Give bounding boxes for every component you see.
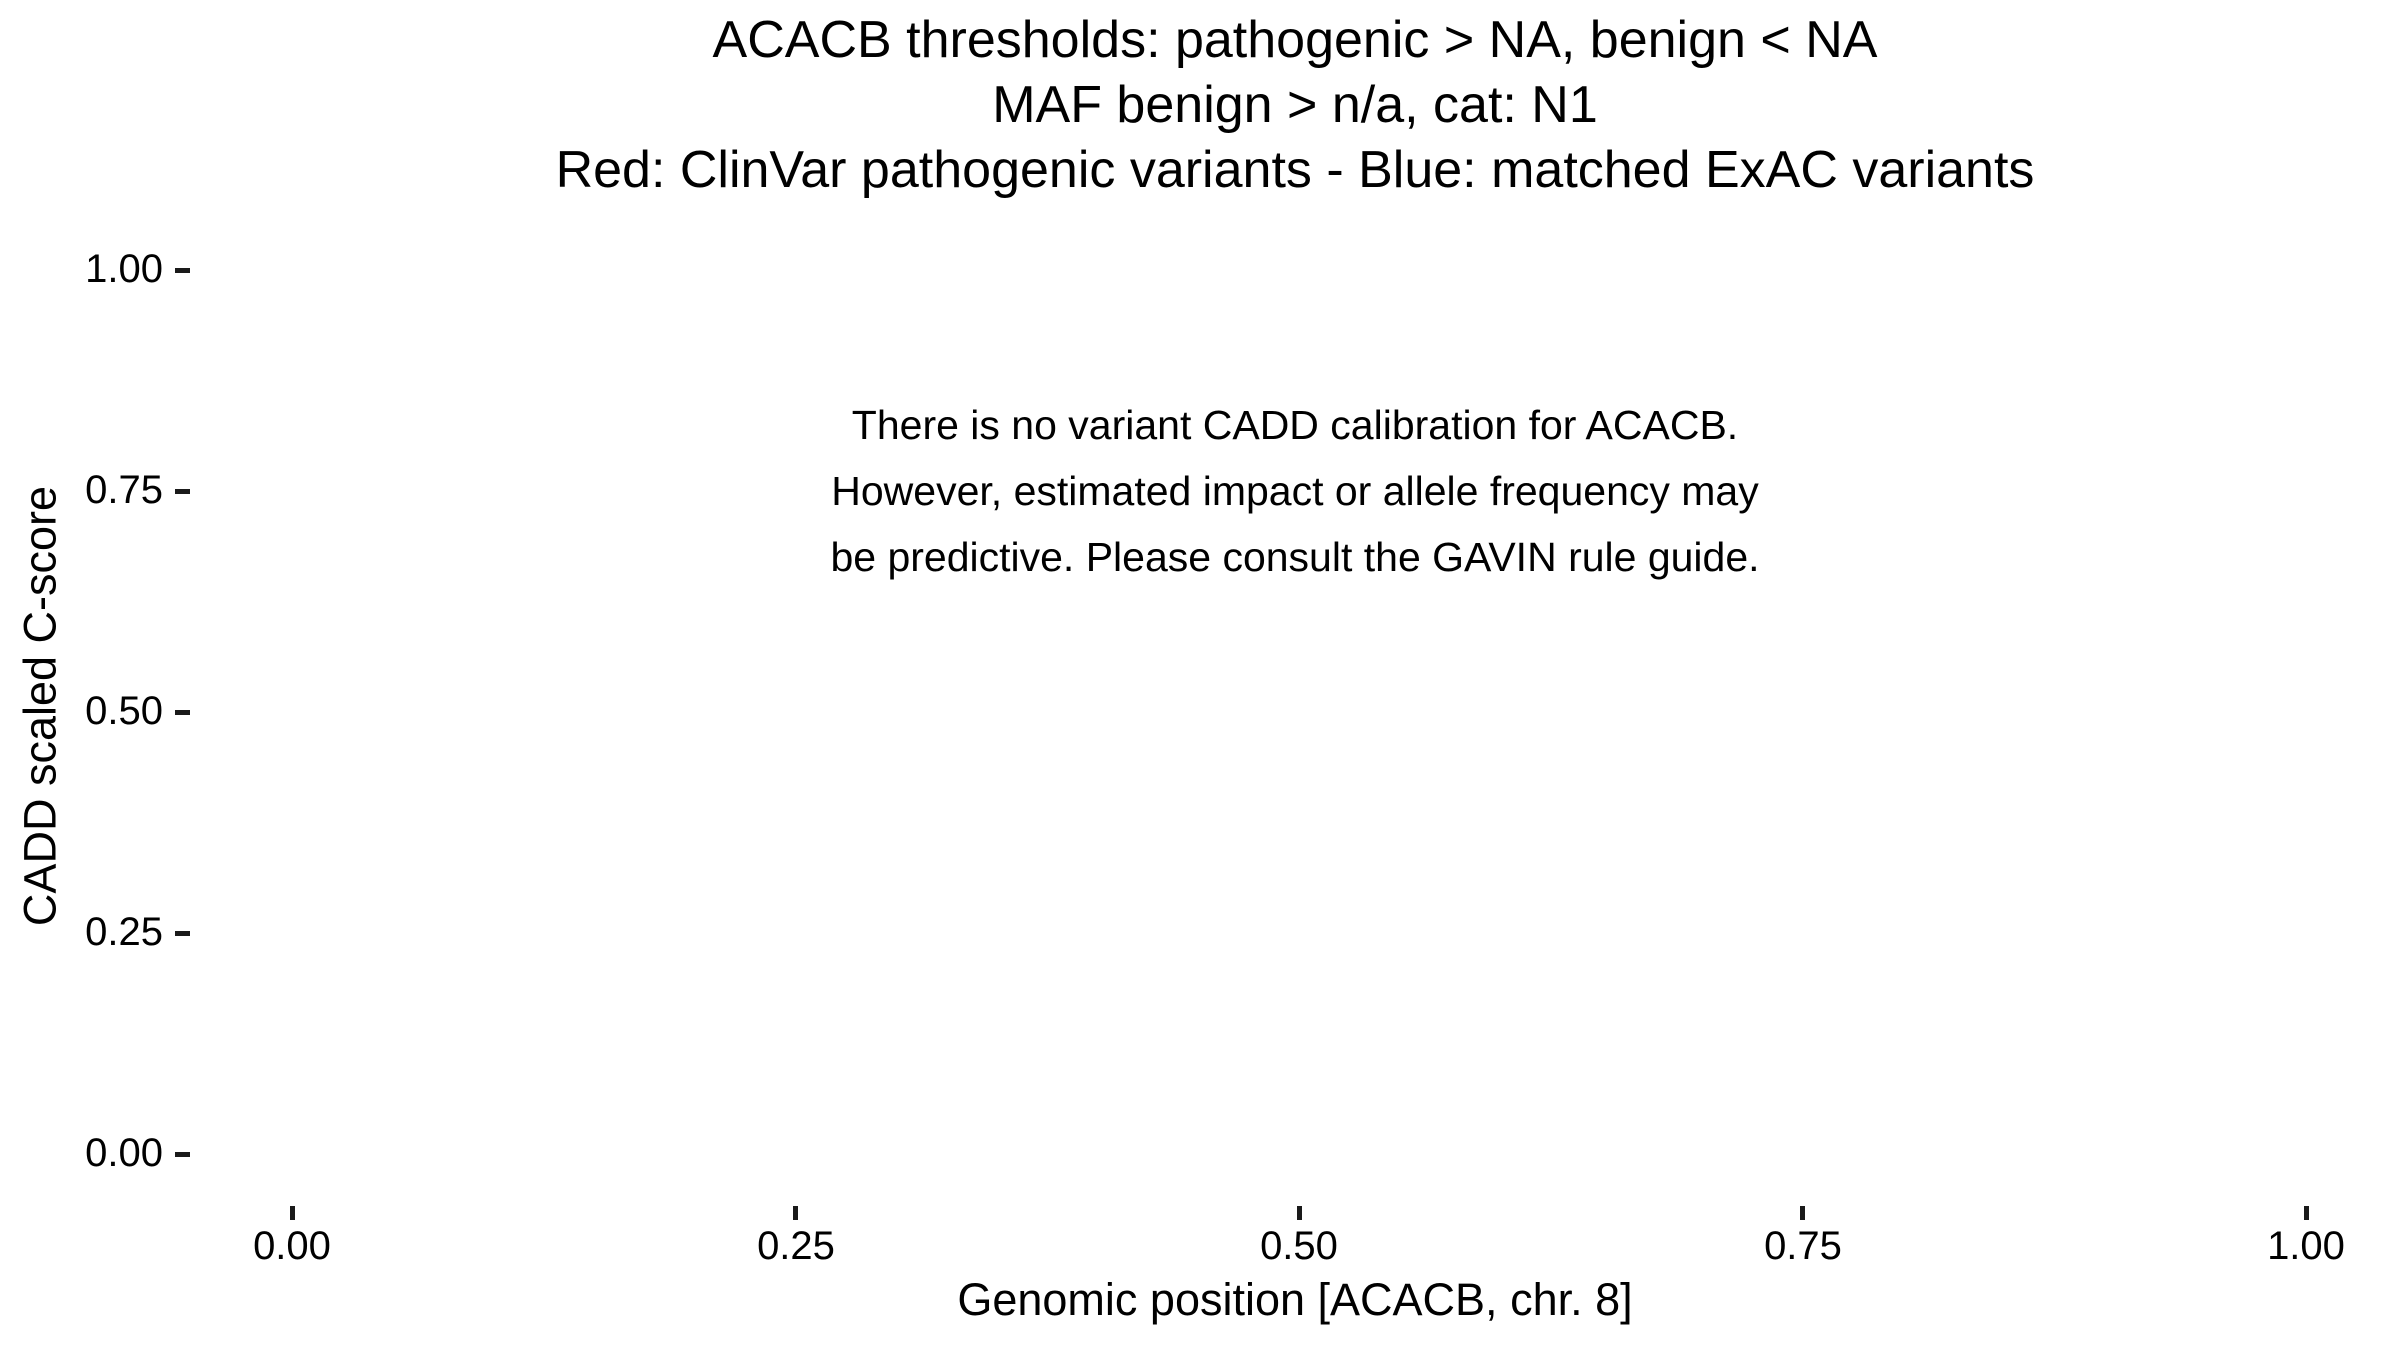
x-axis-title: Genomic position [ACACB, chr. 8] [957, 1274, 1633, 1325]
y-tick-label: 0.50 [85, 689, 163, 733]
chart-title [190, 8, 2400, 203]
y-tick-mark [175, 1152, 190, 1157]
y-axis-title: CADD scaled C-score [14, 485, 66, 927]
y-tick-label: 0.00 [85, 1131, 163, 1175]
x-tick-mark [793, 1206, 798, 1220]
annotation-line-1: There is no variant CADD calibration for ACACB. [851, 402, 1739, 448]
annotation-line-2: However, estimated impact or allele frequency may [831, 468, 1759, 514]
x-tick-label: 0.50 [1260, 1224, 1338, 1268]
annotation-text [190, 392, 2400, 590]
annotation-line-3: be predictive. Please consult the GAVIN rule guide. [830, 534, 1760, 580]
y-tick-label: 0.75 [85, 468, 163, 512]
x-tick-mark [2304, 1206, 2309, 1220]
y-tick-mark [175, 710, 190, 715]
chart-title-line-1: ACACB thresholds: pathogenic > NA, benign < NA [712, 11, 1878, 69]
x-tick-mark [1297, 1206, 1302, 1220]
x-tick-label: 0.75 [1764, 1224, 1842, 1268]
y-tick-mark [175, 268, 190, 273]
x-tick-mark [290, 1206, 295, 1220]
y-tick-mark [175, 931, 190, 936]
x-tick-label: 0.25 [757, 1224, 835, 1268]
y-tick-label: 0.25 [85, 910, 163, 954]
chart-title-line-2: MAF benign > n/a, cat: N1 [992, 76, 1598, 134]
x-tick-mark [1800, 1206, 1805, 1220]
chart-title-line-3: Red: ClinVar pathogenic variants - Blue: matched ExAC variants [555, 141, 2035, 199]
x-tick-label: 1.00 [2267, 1224, 2345, 1268]
y-tick-mark [175, 489, 190, 494]
y-tick-label: 1.00 [85, 247, 163, 291]
x-tick-label: 0.00 [253, 1224, 331, 1268]
